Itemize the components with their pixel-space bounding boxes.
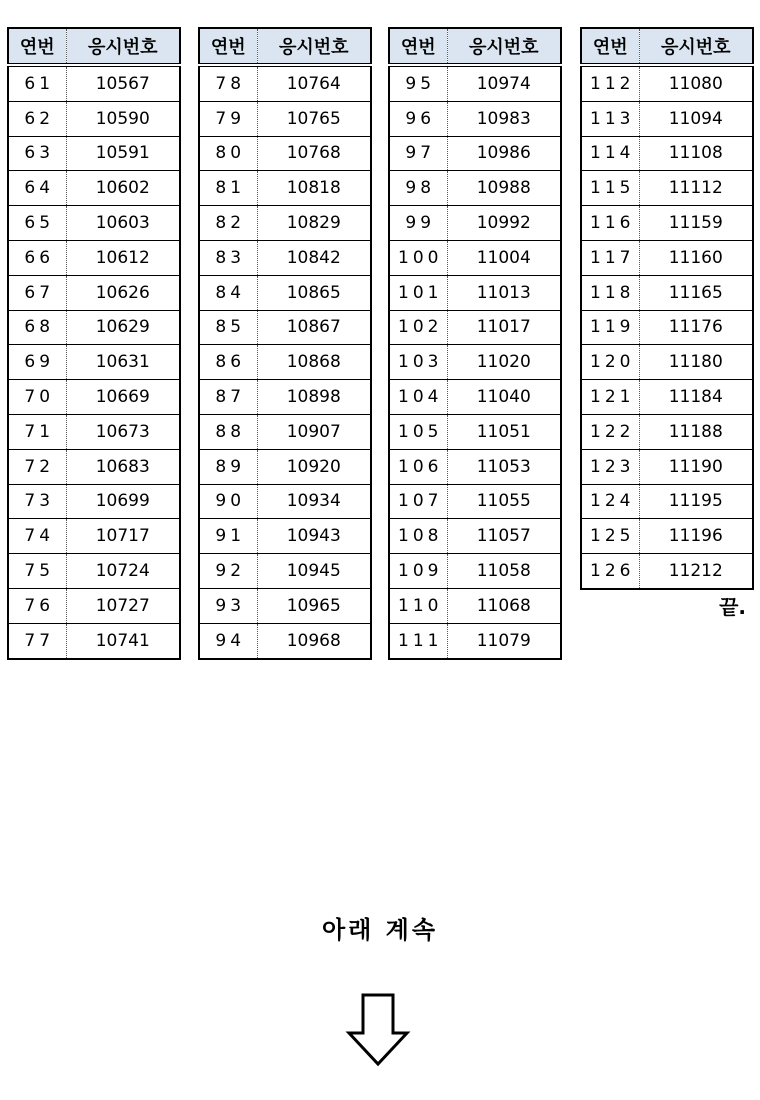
down-arrow-icon <box>345 993 411 1071</box>
table-row <box>389 275 561 310</box>
exam-no-cell: 11165 <box>639 275 753 310</box>
exam-no-cell: 11040 <box>447 380 561 415</box>
seq-cell: 109 <box>389 554 447 589</box>
table-row <box>389 554 561 589</box>
seq-cell: 68 <box>8 310 66 345</box>
header-exam-no: 응시번호 <box>447 28 561 65</box>
exam-no-cell: 11013 <box>447 275 561 310</box>
table-row <box>389 136 561 171</box>
exam-no-cell: 11053 <box>447 449 561 484</box>
exam-no-cell: 11180 <box>639 345 753 380</box>
table-row <box>389 414 561 449</box>
exam-no-cell: 10865 <box>257 275 371 310</box>
exam-no-cell: 11188 <box>639 414 753 449</box>
exam-number-table-3 <box>388 27 562 660</box>
seq-cell: 123 <box>581 449 639 484</box>
table-header-row <box>389 28 561 65</box>
table-row <box>581 345 753 380</box>
seq-cell: 111 <box>389 623 447 658</box>
seq-cell: 83 <box>199 240 257 275</box>
seq-cell: 97 <box>389 136 447 171</box>
seq-cell: 116 <box>581 206 639 241</box>
table-row <box>581 449 753 484</box>
table-row <box>8 275 180 310</box>
exam-number-table-4 <box>580 27 754 590</box>
table-row <box>389 588 561 623</box>
seq-cell: 98 <box>389 171 447 206</box>
table-row <box>199 588 371 623</box>
table-row <box>581 310 753 345</box>
table-row <box>199 414 371 449</box>
table-row <box>581 380 753 415</box>
exam-no-cell: 11057 <box>447 519 561 554</box>
table-row <box>199 345 371 380</box>
exam-no-cell: 10842 <box>257 240 371 275</box>
seq-cell: 91 <box>199 519 257 554</box>
exam-no-cell: 10920 <box>257 449 371 484</box>
exam-no-cell: 11058 <box>447 554 561 589</box>
seq-cell: 114 <box>581 136 639 171</box>
continue-below-text: 아래 계속 <box>321 915 439 944</box>
seq-cell: 79 <box>199 101 257 136</box>
seq-cell: 95 <box>389 65 447 101</box>
exam-no-cell: 11004 <box>447 240 561 275</box>
exam-no-cell: 10945 <box>257 554 371 589</box>
header-seq: 연번 <box>581 28 639 65</box>
exam-number-table-1 <box>7 27 181 660</box>
table-row <box>199 519 371 554</box>
table-row <box>199 65 371 101</box>
seq-cell: 101 <box>389 275 447 310</box>
seq-cell: 96 <box>389 101 447 136</box>
header-seq: 연번 <box>389 28 447 65</box>
table-row <box>199 101 371 136</box>
table-row <box>199 275 371 310</box>
exam-no-cell: 10907 <box>257 414 371 449</box>
exam-no-cell: 10727 <box>66 588 180 623</box>
exam-no-cell: 11094 <box>639 101 753 136</box>
table-row <box>8 101 180 136</box>
table-row <box>8 65 180 101</box>
exam-no-cell: 11020 <box>447 345 561 380</box>
table-row <box>199 449 371 484</box>
exam-no-cell: 10741 <box>66 623 180 658</box>
exam-no-cell: 10590 <box>66 101 180 136</box>
seq-cell: 117 <box>581 240 639 275</box>
exam-no-cell: 11212 <box>639 554 753 589</box>
seq-cell: 107 <box>389 484 447 519</box>
exam-no-cell: 10673 <box>66 414 180 449</box>
seq-cell: 92 <box>199 554 257 589</box>
exam-no-cell: 10626 <box>66 275 180 310</box>
seq-cell: 63 <box>8 136 66 171</box>
table-row <box>8 519 180 554</box>
exam-no-cell: 11184 <box>639 380 753 415</box>
table-row <box>389 310 561 345</box>
table-row <box>581 101 753 136</box>
seq-cell: 81 <box>199 171 257 206</box>
exam-no-cell: 10986 <box>447 136 561 171</box>
seq-cell: 77 <box>8 623 66 658</box>
exam-no-cell: 11195 <box>639 484 753 519</box>
seq-cell: 124 <box>581 484 639 519</box>
exam-no-cell: 10631 <box>66 345 180 380</box>
seq-cell: 86 <box>199 345 257 380</box>
table-row <box>389 171 561 206</box>
exam-no-cell: 10591 <box>66 136 180 171</box>
table-row <box>581 275 753 310</box>
table-row <box>8 310 180 345</box>
seq-cell: 87 <box>199 380 257 415</box>
table-row <box>199 623 371 658</box>
seq-cell: 113 <box>581 101 639 136</box>
seq-cell: 122 <box>581 414 639 449</box>
table-row <box>8 414 180 449</box>
seq-cell: 62 <box>8 101 66 136</box>
seq-cell: 90 <box>199 484 257 519</box>
table-row <box>8 206 180 241</box>
seq-cell: 85 <box>199 310 257 345</box>
table-row <box>199 206 371 241</box>
exam-no-cell: 10898 <box>257 380 371 415</box>
exam-no-cell: 10934 <box>257 484 371 519</box>
seq-cell: 93 <box>199 588 257 623</box>
table-row <box>8 449 180 484</box>
seq-cell: 61 <box>8 65 66 101</box>
seq-cell: 118 <box>581 275 639 310</box>
seq-cell: 110 <box>389 588 447 623</box>
exam-no-cell: 10965 <box>257 588 371 623</box>
table-row <box>199 380 371 415</box>
table-row <box>8 484 180 519</box>
seq-cell: 80 <box>199 136 257 171</box>
table-header-row <box>8 28 180 65</box>
table-row <box>581 484 753 519</box>
seq-cell: 66 <box>8 240 66 275</box>
exam-no-cell: 10992 <box>447 206 561 241</box>
exam-no-cell: 10988 <box>447 171 561 206</box>
table-row <box>199 554 371 589</box>
exam-no-cell: 10829 <box>257 206 371 241</box>
seq-cell: 76 <box>8 588 66 623</box>
exam-no-cell: 10683 <box>66 449 180 484</box>
seq-cell: 119 <box>581 310 639 345</box>
seq-cell: 99 <box>389 206 447 241</box>
exam-no-cell: 10603 <box>66 206 180 241</box>
table-row <box>389 345 561 380</box>
exam-no-cell: 11108 <box>639 136 753 171</box>
exam-no-cell: 11080 <box>668 73 723 94</box>
seq-cell: 89 <box>199 449 257 484</box>
exam-no-cell: 10943 <box>257 519 371 554</box>
exam-no-cell: 11160 <box>639 240 753 275</box>
seq-cell: 84 <box>199 275 257 310</box>
table-row <box>581 65 753 101</box>
table-row <box>8 136 180 171</box>
exam-no-cell: 10717 <box>66 519 180 554</box>
seq-cell: 82 <box>199 206 257 241</box>
table-row <box>8 240 180 275</box>
table-row <box>581 171 753 206</box>
exam-no-cell: 11017 <box>447 310 561 345</box>
exam-no-cell: 11068 <box>447 588 561 623</box>
exam-no-cell: 10602 <box>66 171 180 206</box>
table-row <box>389 101 561 136</box>
exam-number-table-2 <box>198 27 372 660</box>
seq-cell: 106 <box>389 449 447 484</box>
exam-no-cell: 10765 <box>257 101 371 136</box>
table-row <box>199 484 371 519</box>
header-exam-no: 응시번호 <box>257 28 371 65</box>
table-row <box>581 240 753 275</box>
table-row <box>389 380 561 415</box>
table-row <box>389 484 561 519</box>
table-row <box>199 136 371 171</box>
table-row <box>8 380 180 415</box>
seq-cell: 102 <box>389 310 447 345</box>
table-row <box>8 588 180 623</box>
table-row <box>8 623 180 658</box>
exam-no-cell: 11190 <box>639 449 753 484</box>
exam-no-cell: 11112 <box>639 171 753 206</box>
seq-cell: 112 <box>581 65 639 101</box>
table-header-row <box>581 28 753 65</box>
seq-cell: 121 <box>581 380 639 415</box>
table-row <box>581 519 753 554</box>
table-row <box>389 519 561 554</box>
table-row <box>389 449 561 484</box>
exam-no-cell: 11079 <box>447 623 561 658</box>
table-row <box>8 554 180 589</box>
seq-cell: 71 <box>8 414 66 449</box>
seq-cell: 64 <box>8 171 66 206</box>
seq-cell: 125 <box>581 519 639 554</box>
table-row <box>581 206 753 241</box>
seq-cell: 70 <box>8 380 66 415</box>
table-row <box>389 206 561 241</box>
exam-no-cell: 11159 <box>639 206 753 241</box>
exam-no-cell: 10768 <box>257 136 371 171</box>
table-row <box>8 171 180 206</box>
seq-cell: 78 <box>199 65 257 101</box>
table-header-row <box>199 28 371 65</box>
table-row <box>199 310 371 345</box>
exam-no-cell: 10867 <box>257 310 371 345</box>
seq-cell: 108 <box>389 519 447 554</box>
seq-cell: 120 <box>581 345 639 380</box>
end-mark: 끝. <box>719 595 746 619</box>
header-seq: 연번 <box>199 28 257 65</box>
exam-no-cell: 11055 <box>447 484 561 519</box>
exam-no-cell: 10868 <box>257 345 371 380</box>
header-seq: 연번 <box>8 28 66 65</box>
seq-cell: 73 <box>8 484 66 519</box>
header-exam-no: 응시번호 <box>639 28 753 65</box>
exam-no-cell: 10764 <box>286 73 341 94</box>
seq-cell: 69 <box>8 345 66 380</box>
exam-no-cell: 10968 <box>257 623 371 658</box>
table-row <box>199 171 371 206</box>
table-row <box>389 623 561 658</box>
seq-cell: 74 <box>8 519 66 554</box>
exam-no-cell: 10724 <box>66 554 180 589</box>
table-row <box>389 240 561 275</box>
exam-no-cell: 10629 <box>66 310 180 345</box>
exam-no-cell: 10818 <box>257 171 371 206</box>
seq-cell: 115 <box>581 171 639 206</box>
table-row <box>581 136 753 171</box>
table-row <box>581 414 753 449</box>
table-row <box>199 240 371 275</box>
seq-cell: 100 <box>389 240 447 275</box>
exam-no-cell: 10983 <box>447 101 561 136</box>
seq-cell: 103 <box>389 345 447 380</box>
table-row <box>8 345 180 380</box>
exam-no-cell: 10669 <box>66 380 180 415</box>
table-row <box>581 554 753 589</box>
seq-cell: 75 <box>8 554 66 589</box>
exam-no-cell: 11196 <box>639 519 753 554</box>
table-row <box>389 65 561 101</box>
seq-cell: 67 <box>8 275 66 310</box>
seq-cell: 104 <box>389 380 447 415</box>
seq-cell: 126 <box>581 554 639 589</box>
exam-no-cell: 10567 <box>95 73 150 94</box>
exam-no-cell: 10974 <box>476 73 531 94</box>
seq-cell: 105 <box>389 414 447 449</box>
exam-no-cell: 11051 <box>447 414 561 449</box>
exam-no-cell: 11176 <box>639 310 753 345</box>
seq-cell: 94 <box>199 623 257 658</box>
exam-no-cell: 10699 <box>66 484 180 519</box>
seq-cell: 88 <box>199 414 257 449</box>
exam-no-cell: 10612 <box>66 240 180 275</box>
seq-cell: 72 <box>8 449 66 484</box>
header-exam-no: 응시번호 <box>66 28 180 65</box>
seq-cell: 65 <box>8 206 66 241</box>
